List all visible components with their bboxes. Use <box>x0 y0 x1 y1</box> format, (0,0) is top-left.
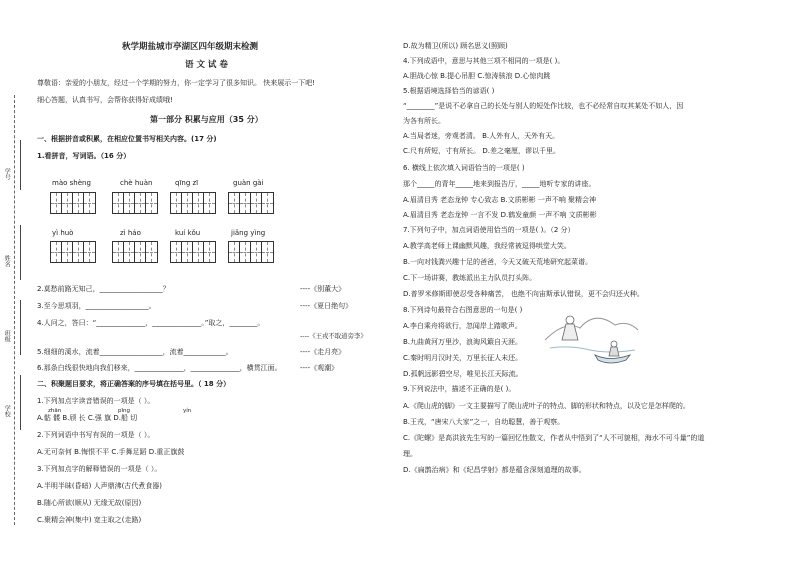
r-line-5: “________”是说不必拿自己的长处与别人的短处作比较，也不必经常自叹其某处不如人，因 <box>403 102 684 110</box>
pinyin-mark-2: pīng <box>118 408 130 414</box>
boatman-head <box>611 341 617 347</box>
fill-question-3: 3.至今思项羽，__________________。 <box>37 302 156 310</box>
source-4: ----《王戎不取道旁李》 <box>300 332 367 340</box>
r-line-25: B.王戎，“唐宋八大家”之一，自幼聪慧，善于观察。 <box>403 418 565 426</box>
q-line-2: A.骷 髅 B.颀 长 C.强 旗 D.船 切 <box>37 414 138 422</box>
writing-grid-3[interactable] <box>170 192 216 214</box>
pinyin-7: kuí kǒu <box>175 229 201 237</box>
mountain-outline <box>545 318 638 340</box>
r-line-19: A.李白乘舟将欲行，忽闻岸上踏歌声。 <box>403 322 522 330</box>
r-line-11: A.眉清目秀 老态龙钟 专心致志 B.文质彬彬 一声不响 聚精会神 <box>403 196 597 204</box>
q-line-4: A.无可奈何 B.悔恨不平 C.手舞足蹈 D.重正旗鼓 <box>37 448 185 456</box>
q-line-8: C.聚精会神(集中) 宽主取之(走路) <box>37 516 142 524</box>
class-label: 班级 <box>3 330 11 342</box>
r-line-14: A.教学高老师上课幽默风趣，我经常被逗得哄堂大笑。 <box>403 242 571 250</box>
section-two-heading: 二、积聚题目要求，将正确答案的序号填在括号里。（ 18 分） <box>37 380 231 388</box>
r-line-12: A.眉清目秀 老态龙钟 一言不发 D.鹤发童颜 一声不响 文质彬彬 <box>403 211 597 219</box>
exam-subtitle: 语 文 试 卷 <box>185 60 228 70</box>
pinyin-8: jiǎng yìng <box>231 229 266 237</box>
r-line-28: D.《扁鹊治病》和《纪昌学射》都是蕴含深刻道理的故事。 <box>403 466 586 474</box>
r-line-21: C.秦时明月汉时关，万里长征人未还。 <box>403 354 523 362</box>
name-label: 姓名 <box>3 255 11 267</box>
writing-grid-8[interactable] <box>228 241 274 263</box>
name-line[interactable] <box>20 225 21 280</box>
writing-grid-7[interactable] <box>170 241 216 263</box>
r-line-13: 7.下列句子中，加点词语使用恰当的一项是( )。（2 分） <box>403 226 575 234</box>
writing-grid-6[interactable] <box>112 241 158 263</box>
q-line-6: A.半明半昧(昏暗) 人声鼎沸(古代煮食器) <box>37 482 163 490</box>
r-line-3: A.胆战心惊 B.提心吊胆 C.惊涛骇浪 D.心惊肉跳 <box>403 72 551 80</box>
part-one-title: 第一部分 积累与应用（35 分） <box>150 115 263 124</box>
fill-question-5: 5.细细的溪水，流着__________________，流着____________。 <box>37 348 233 356</box>
pinyin-6: zì háo <box>120 229 141 237</box>
pinyin-mark-3: yín <box>183 408 192 414</box>
student-id-line[interactable] <box>20 140 21 190</box>
r-line-17: D.普罗米修斯即使忍受各种痛苦， 也绝不向宙斯承认错误，更不会归还火种。 <box>403 290 644 298</box>
q-line-1: 1.下列加点字读音错误的一项是（ ）。 <box>37 397 155 405</box>
r-line-24: A.《爬山虎的脚》一文主要描写了爬山虎叶子的特点、脚的形状和特点，以及它是怎样爬的。 <box>403 402 690 410</box>
r-line-23: 9.下列说法中，描述不正确的是( )。 <box>403 385 516 393</box>
figure-head <box>566 316 574 324</box>
r-line-7: A.当局者迷，旁观者清。 B.人外有人，天外有天。 <box>403 132 560 140</box>
pinyin-3: qīng zī <box>175 179 199 187</box>
question-1-heading: 1.看拼音，写词语。（16 分） <box>37 152 131 160</box>
q-line-5: 3.下列加点字的解释错误的一项是（ ）。 <box>37 465 162 473</box>
r-line-20: B.九曲黄河万里沙，浪淘风簸自天涯。 <box>403 338 523 346</box>
river-line <box>550 347 635 352</box>
r-line-4: 5.根据语境选择恰当的谚语( ) <box>403 87 495 95</box>
binding-line <box>14 95 15 525</box>
source-6: ----《观潮》 <box>300 364 339 372</box>
student-id-label: 学号 <box>3 168 11 180</box>
r-line-10: 那个_____的青年_____地来到报告厅，_____地听专家的讲座。 <box>403 180 596 188</box>
r-line-15: B.一向对钱粪兴趣十足的爸爸，今天又破天荒地研究起菜谱。 <box>403 258 593 266</box>
r-line-8: C.尺有所短，寸有所长。 D.差之毫厘，谬以千里。 <box>403 147 560 155</box>
fill-question-2: 2.莫愁前路无知己，__________________？ <box>37 285 170 293</box>
r-line-26: C.《陀螺》是高洪波先生写的一篇回忆性散文，作者从中悟到了“人不可貌相，海水不可斗量”的道 <box>403 434 705 442</box>
writing-grid-4[interactable] <box>228 192 274 214</box>
r-line-6: 为各有所长。 <box>403 117 445 125</box>
writing-grid-5[interactable] <box>50 241 96 263</box>
source-5: ----《走月亮》 <box>300 348 346 356</box>
r-line-16: C.下一场讲赛，教练派出主力队员打头阵。 <box>403 274 537 282</box>
source-3: ----《夏日绝句》 <box>300 302 353 310</box>
intro-line-2: 细心答题，认真书写，会帮你获得好成绩哦! <box>37 96 173 104</box>
pinyin-mark-1: zhān <box>48 408 62 414</box>
class-line[interactable] <box>20 300 21 355</box>
exam-title: 秋学期盐城市亭湖区四年级期末检测 <box>122 42 259 52</box>
pinyin-1: mào shèng <box>52 179 91 187</box>
r-line-22: D.孤帆远影碧空尽，唯见长江天际流。 <box>403 370 523 378</box>
pinyin-2: chè huàn <box>120 179 153 187</box>
r-line-9: 6. 横线上依次填入词语恰当的一项是( ) <box>403 164 525 172</box>
fill-question-4: 4.人问之，答曰：“______________，______________。”取之，________。 <box>37 319 265 327</box>
pinyin-4: guàn gài <box>233 179 264 187</box>
r-line-1: D.故为精卫(所以) 顾名思义(照顾) <box>403 42 508 50</box>
boatman-body <box>609 347 619 356</box>
pinyin-5: yì huò <box>52 229 74 237</box>
r-line-2: 4.下列成语中，意思与其他三项不相同的一项是( )。 <box>403 57 565 65</box>
q-line-7: B.随心所欲(顺从) 无缘无故(原因) <box>37 499 142 507</box>
source-2: ----《别董大》 <box>300 285 346 293</box>
writing-grid-2[interactable] <box>112 192 158 214</box>
intro-line-1: 尊敬语：亲爱的小朋友，经过一个学期的努力，你一定学习了很多知识。 快来展示一下吧! <box>37 79 316 87</box>
writing-grid-1[interactable] <box>50 192 96 214</box>
r-line-27: 理。 <box>403 450 417 458</box>
binding-margin <box>0 0 28 561</box>
section-one-heading: 一、根据拼音或积累，在相应位置书写相关内容。(17 分) <box>37 135 217 143</box>
school-label: 学校 <box>3 405 11 417</box>
school-line[interactable] <box>20 375 21 430</box>
poem-illustration <box>540 300 640 370</box>
fill-question-6: 6.那条白线很快地向我们移来，______________，______________，横贯江面。 <box>37 364 282 372</box>
q-line-3: 2.下列词语中书写有误的一项是（ ）。 <box>37 431 155 439</box>
r-line-18: 8.下列诗句最符合右图意思的一句是( ) <box>403 306 523 314</box>
